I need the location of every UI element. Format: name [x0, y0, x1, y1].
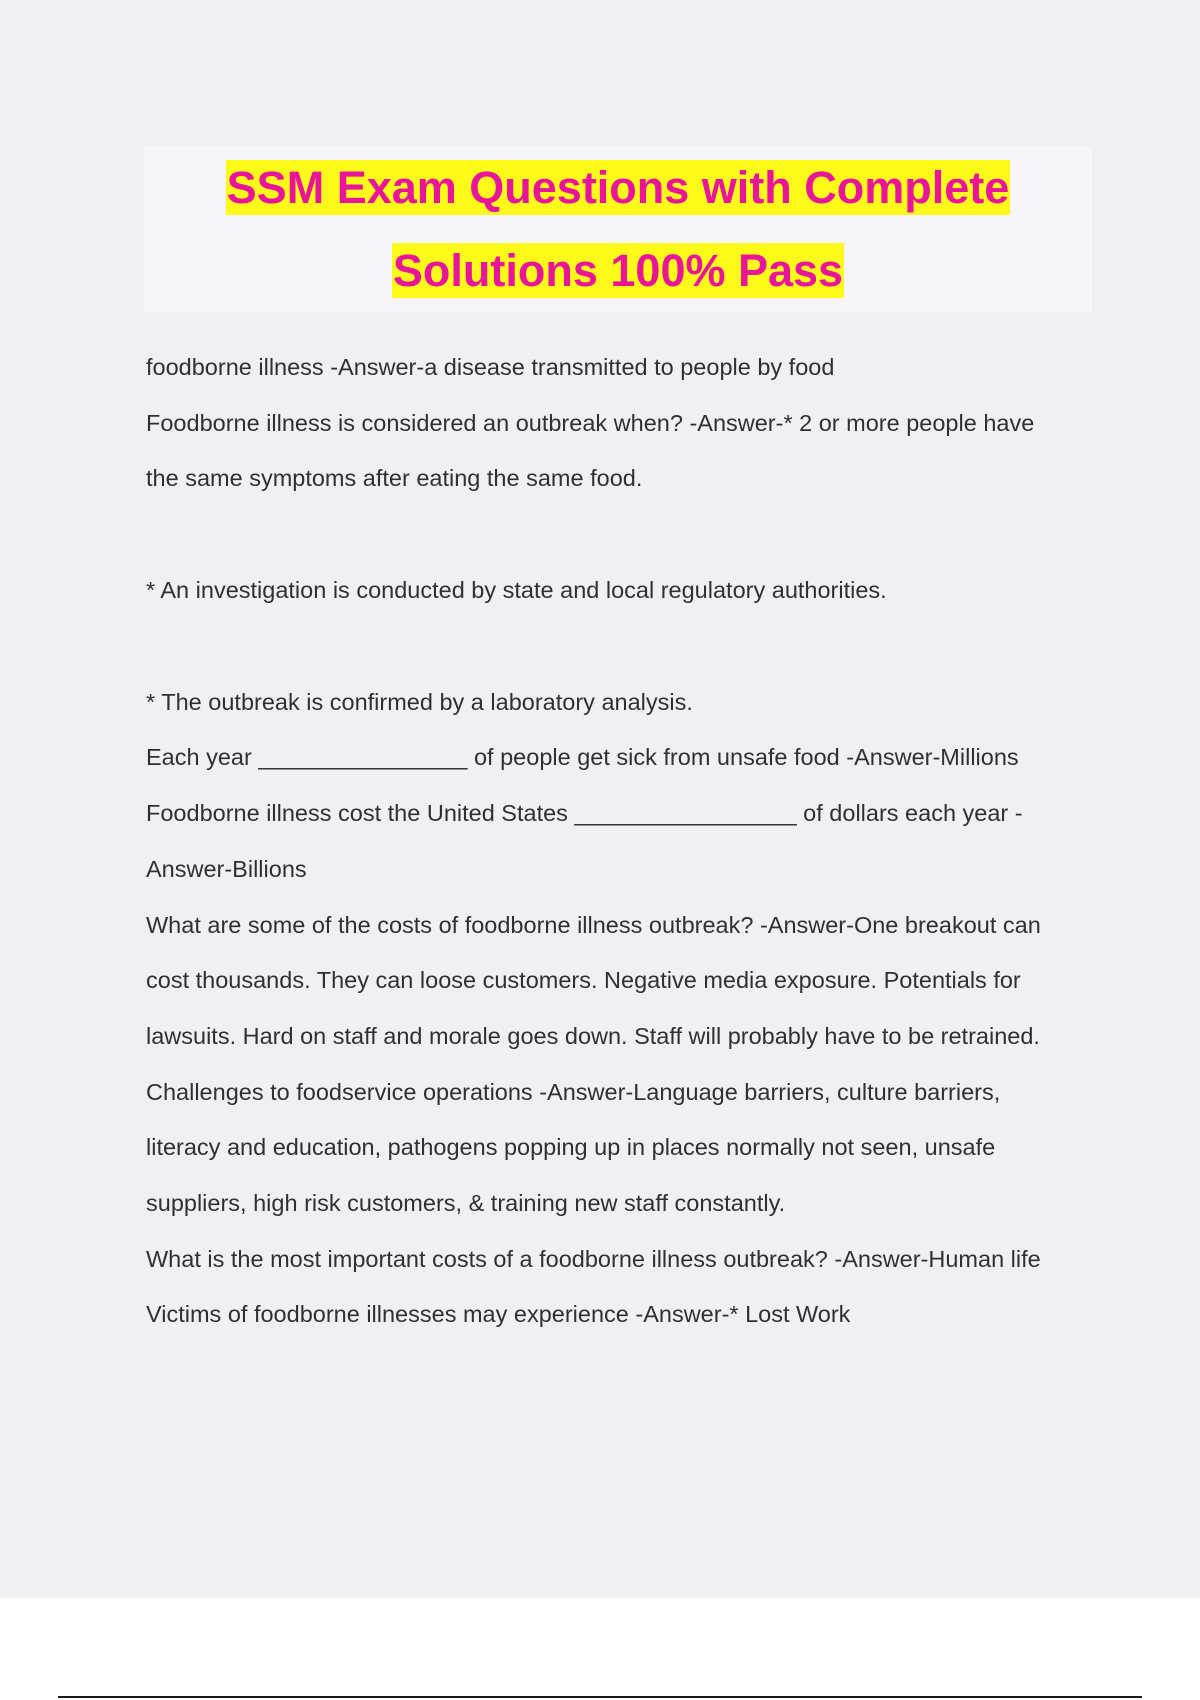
document-title [144, 146, 1092, 312]
body-line: Foodborne illness is considered an outbreak when? -Answer-* 2 or more people have [146, 410, 1035, 436]
body-line: literacy and education, pathogens popping up in places normally not seen, unsafe [146, 1134, 996, 1160]
body-line: Answer-Billions [146, 856, 307, 882]
title-line-1-text: SSM Exam Questions with Complete [226, 162, 1010, 213]
body-line: * The outbreak is confirmed by a laboratory analysis. [146, 689, 693, 715]
body-line: foodborne illness -Answer-a disease transmitted to people by food [146, 354, 835, 380]
body-line: What is the most important costs of a foodborne illness outbreak? -Answer-Human life [146, 1246, 1041, 1272]
body-line: suppliers, high risk customers, & training new staff constantly. [146, 1190, 786, 1216]
body-line: lawsuits. Hard on staff and morale goes down. Staff will probably have to be retrained. [146, 1023, 1040, 1049]
body-line: cost thousands. They can loose customers. Negative media exposure. Potentials for [146, 967, 1021, 993]
body-line: * An investigation is conducted by state and local regulatory authorities. [146, 577, 887, 603]
body-line: Each year ________________ of people get sick from unsafe food -Answer-Millions [146, 744, 1019, 770]
title-line-1 [144, 146, 1092, 229]
body-line: What are some of the costs of foodborne illness outbreak? -Answer-One breakout can [146, 912, 1041, 938]
title-line-2 [144, 229, 1092, 312]
body-line: Victims of foodborne illnesses may experience -Answer-* Lost Work [146, 1301, 851, 1327]
footer-divider [58, 1696, 1142, 1698]
body-line: the same symptoms after eating the same food. [146, 465, 643, 491]
body-line: Challenges to foodservice operations -Answer-Language barriers, culture barriers, [146, 1079, 1001, 1105]
body-line: Foodborne illness cost the United States _________________ of dollars each year - [146, 800, 1023, 826]
title-line-2-text: Solutions 100% Pass [392, 245, 844, 296]
